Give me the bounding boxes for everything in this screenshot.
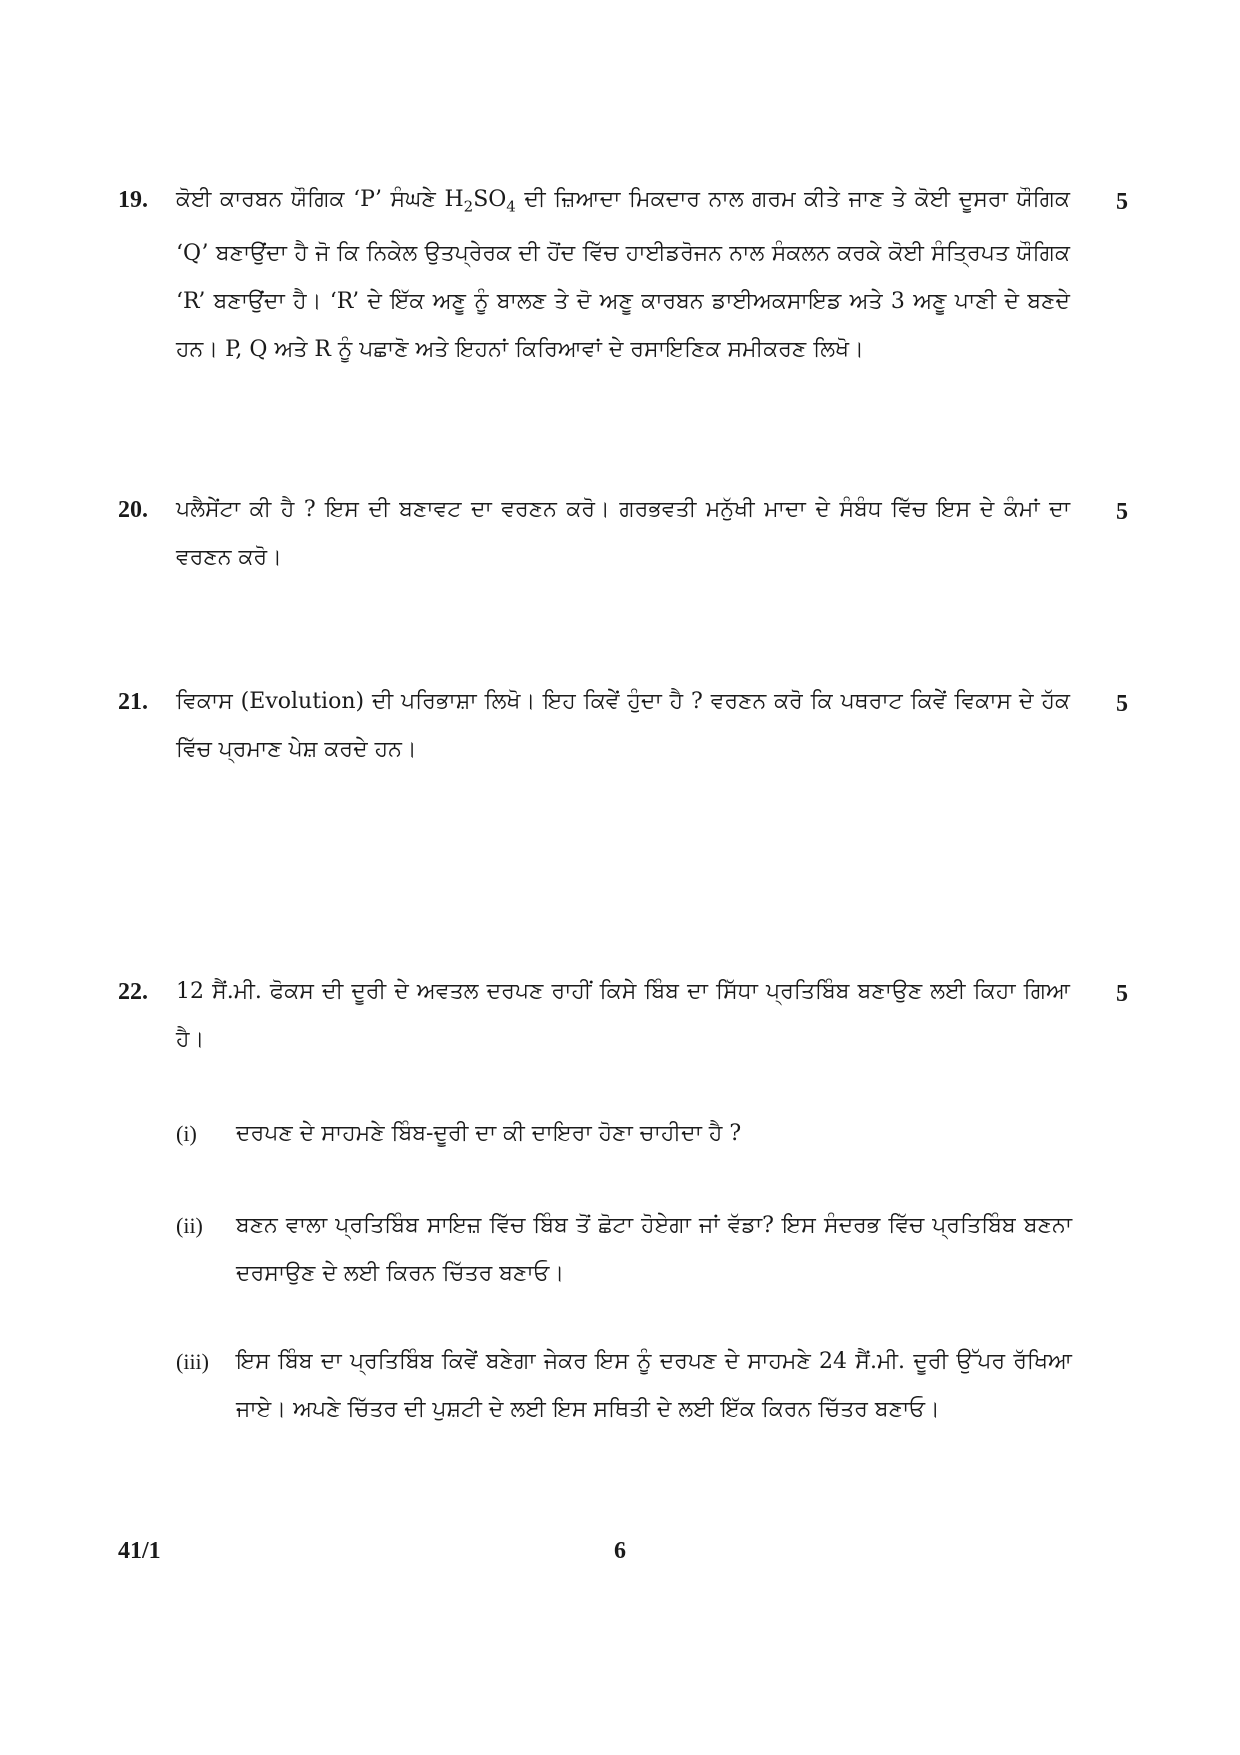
paper-code: 41/1 (118, 1538, 161, 1564)
part-label: (ii) (176, 1213, 203, 1238)
question-number: 21. (118, 689, 148, 715)
part-text: ਦਰਪਣ ਦੇ ਸਾਹਮਣੇ ਬਿੰਬ-ਦੂਰੀ ਦਾ ਕੀ ਦਾਇਰਾ ਹੋਣਾ ਚਾਹੀਦਾ ਹੈ ? (236, 1121, 742, 1146)
question-20 (118, 486, 1128, 582)
question-22 (118, 968, 1128, 1064)
part-label: (iii) (176, 1349, 209, 1374)
question-text: ਵਿਕਾਸ (Evolution) ਦੀ ਪਰਿਭਾਸ਼ਾ ਲਿਖੋ। ਇਹ ਕਿਵੇਂ ਹੁੰਦਾ ਹੈ ? ਵਰਣਨ ਕਰੋ ਕਿ ਪਥਰਾਟ ਕਿਵੇਂ ਵਿਕਾਸ ਦੇ ਹੱਕ ਵਿੱਚ ਪ੍ਰਮਾਣ ਪੇਸ਼ ਕਰਦੇ ਹਨ। (176, 689, 1070, 762)
part-text: ਬਣਨ ਵਾਲਾ ਪ੍ਰਤਿਬਿੰਬ ਸਾਇਜ਼ ਵਿੱਚ ਬਿੰਬ ਤੋਂ ਛੋਟਾ ਹੋਏਗਾ ਜਾਂ ਵੱਡਾ? ਇਸ ਸੰਦਰਭ ਵਿੱਚ ਪ੍ਰਤਿਬਿੰਬ ਬਣਨਾ ਦਰਸਾਉਣ ਦੇ ਲਈ ਕਿਰਨ ਚਿੱਤਰ ਬਣਾਓ। (236, 1213, 1072, 1286)
question-marks: 5 (1116, 499, 1128, 525)
question-text: ਕੋਈ ਕਾਰਬਨ ਯੌਗਿਕ ‘P’ ਸੰਘਣੇ $H_2SO_4$ ਦੀ ਜ਼ਿਆਦਾ ਮਿਕਦਾਰ ਨਾਲ ਗਰਮ ਕੀਤੇ ਜਾਣ ਤੇ ਕੋਈ ਦੂਸਰਾ ਯੌਗਿਕ ‘Q’ ਬਣਾਉਂਦਾ ਹੈ ਜੋ ਕਿ ਨਿਕੇਲ ਉਤਪ੍ਰੇਰਕ ਦੀ ਹੋਂਦ ਵਿੱਚ ਹਾਈਡਰੋਜਨ ਨਾਲ ਸੰਕਲਨ ਕਰਕੇ ਕੋਈ ਸੰਤ੍ਰਿਪਤ ਯੌਗਿਕ ‘R’ ਬਣਾਉਂਦਾ ਹੈ। ‘R’ ਦੇ ਇੱਕ ਅਣੂ ਨੂੰ ਬਾਲਣ ਤੇ ਦੋ ਅਣੂ ਕਾਰਬਨ ਡਾਈਅਕਸਾਇਡ ਅਤੇ 3 ਅਣੂ ਪਾਣੀ ਦੇ ਬਣਦੇ ਹਨ। P, Q ਅਤੇ R ਨੂੰ ਪਛਾਣੋ ਅਤੇ ਇਹਨਾਂ ਕਿਰਿਆਵਾਂ ਦੇ ਰਸਾਇਣਿਕ ਸਮੀਕਰਣ ਲਿਖੋ। (176, 187, 1070, 363)
question-marks: 5 (1116, 189, 1128, 215)
question-22-part-iii (176, 1338, 1072, 1434)
question-21 (118, 678, 1128, 774)
part-label: (i) (176, 1121, 197, 1146)
question-number: 19. (118, 187, 148, 213)
question-marks: 5 (1116, 691, 1128, 717)
question-22-part-ii (176, 1202, 1072, 1298)
question-number: 22. (118, 979, 148, 1005)
question-text: 12 ਸੈਂ.ਮੀ. ਫੋਕਸ ਦੀ ਦੂਰੀ ਦੇ ਅਵਤਲ ਦਰਪਣ ਰਾਹੀਂ ਕਿਸੇ ਬਿੰਬ ਦਾ ਸਿੱਧਾ ਪ੍ਰਤਿਬਿੰਬ ਬਣਾਉਣ ਲਈ ਕਿਹਾ ਗਿਆ ਹੈ। (176, 979, 1070, 1052)
question-19 (118, 176, 1128, 374)
question-number: 20. (118, 497, 148, 523)
part-text: ਇਸ ਬਿੰਬ ਦਾ ਪ੍ਰਤਿਬਿੰਬ ਕਿਵੇਂ ਬਣੇਗਾ ਜੇਕਰ ਇਸ ਨੂੰ ਦਰਪਣ ਦੇ ਸਾਹਮਣੇ 24 ਸੈਂ.ਮੀ. ਦੂਰੀ ਉੱਪਰ ਰੱਖਿਆ ਜਾਏ। ਅਪਣੇ ਚਿੱਤਰ ਦੀ ਪੁਸ਼ਟੀ ਦੇ ਲਈ ਇਸ ਸਥਿਤੀ ਦੇ ਲਈ ਇੱਕ ਕਿਰਨ ਚਿੱਤਰ ਬਣਾਓ। (236, 1349, 1072, 1422)
question-text: ਪਲੈਸੇਂਟਾ ਕੀ ਹੈ ? ਇਸ ਦੀ ਬਣਾਵਟ ਦਾ ਵਰਣਨ ਕਰੋ। ਗਰਭਵਤੀ ਮਨੁੱਖੀ ਮਾਦਾ ਦੇ ਸੰਬੰਧ ਵਿੱਚ ਇਸ ਦੇ ਕੰਮਾਂ ਦਾ ਵਰਣਨ ਕਰੋ। (176, 497, 1070, 570)
question-marks: 5 (1116, 981, 1128, 1007)
page-number: 6 (614, 1538, 626, 1564)
question-22-part-i (176, 1110, 1072, 1158)
